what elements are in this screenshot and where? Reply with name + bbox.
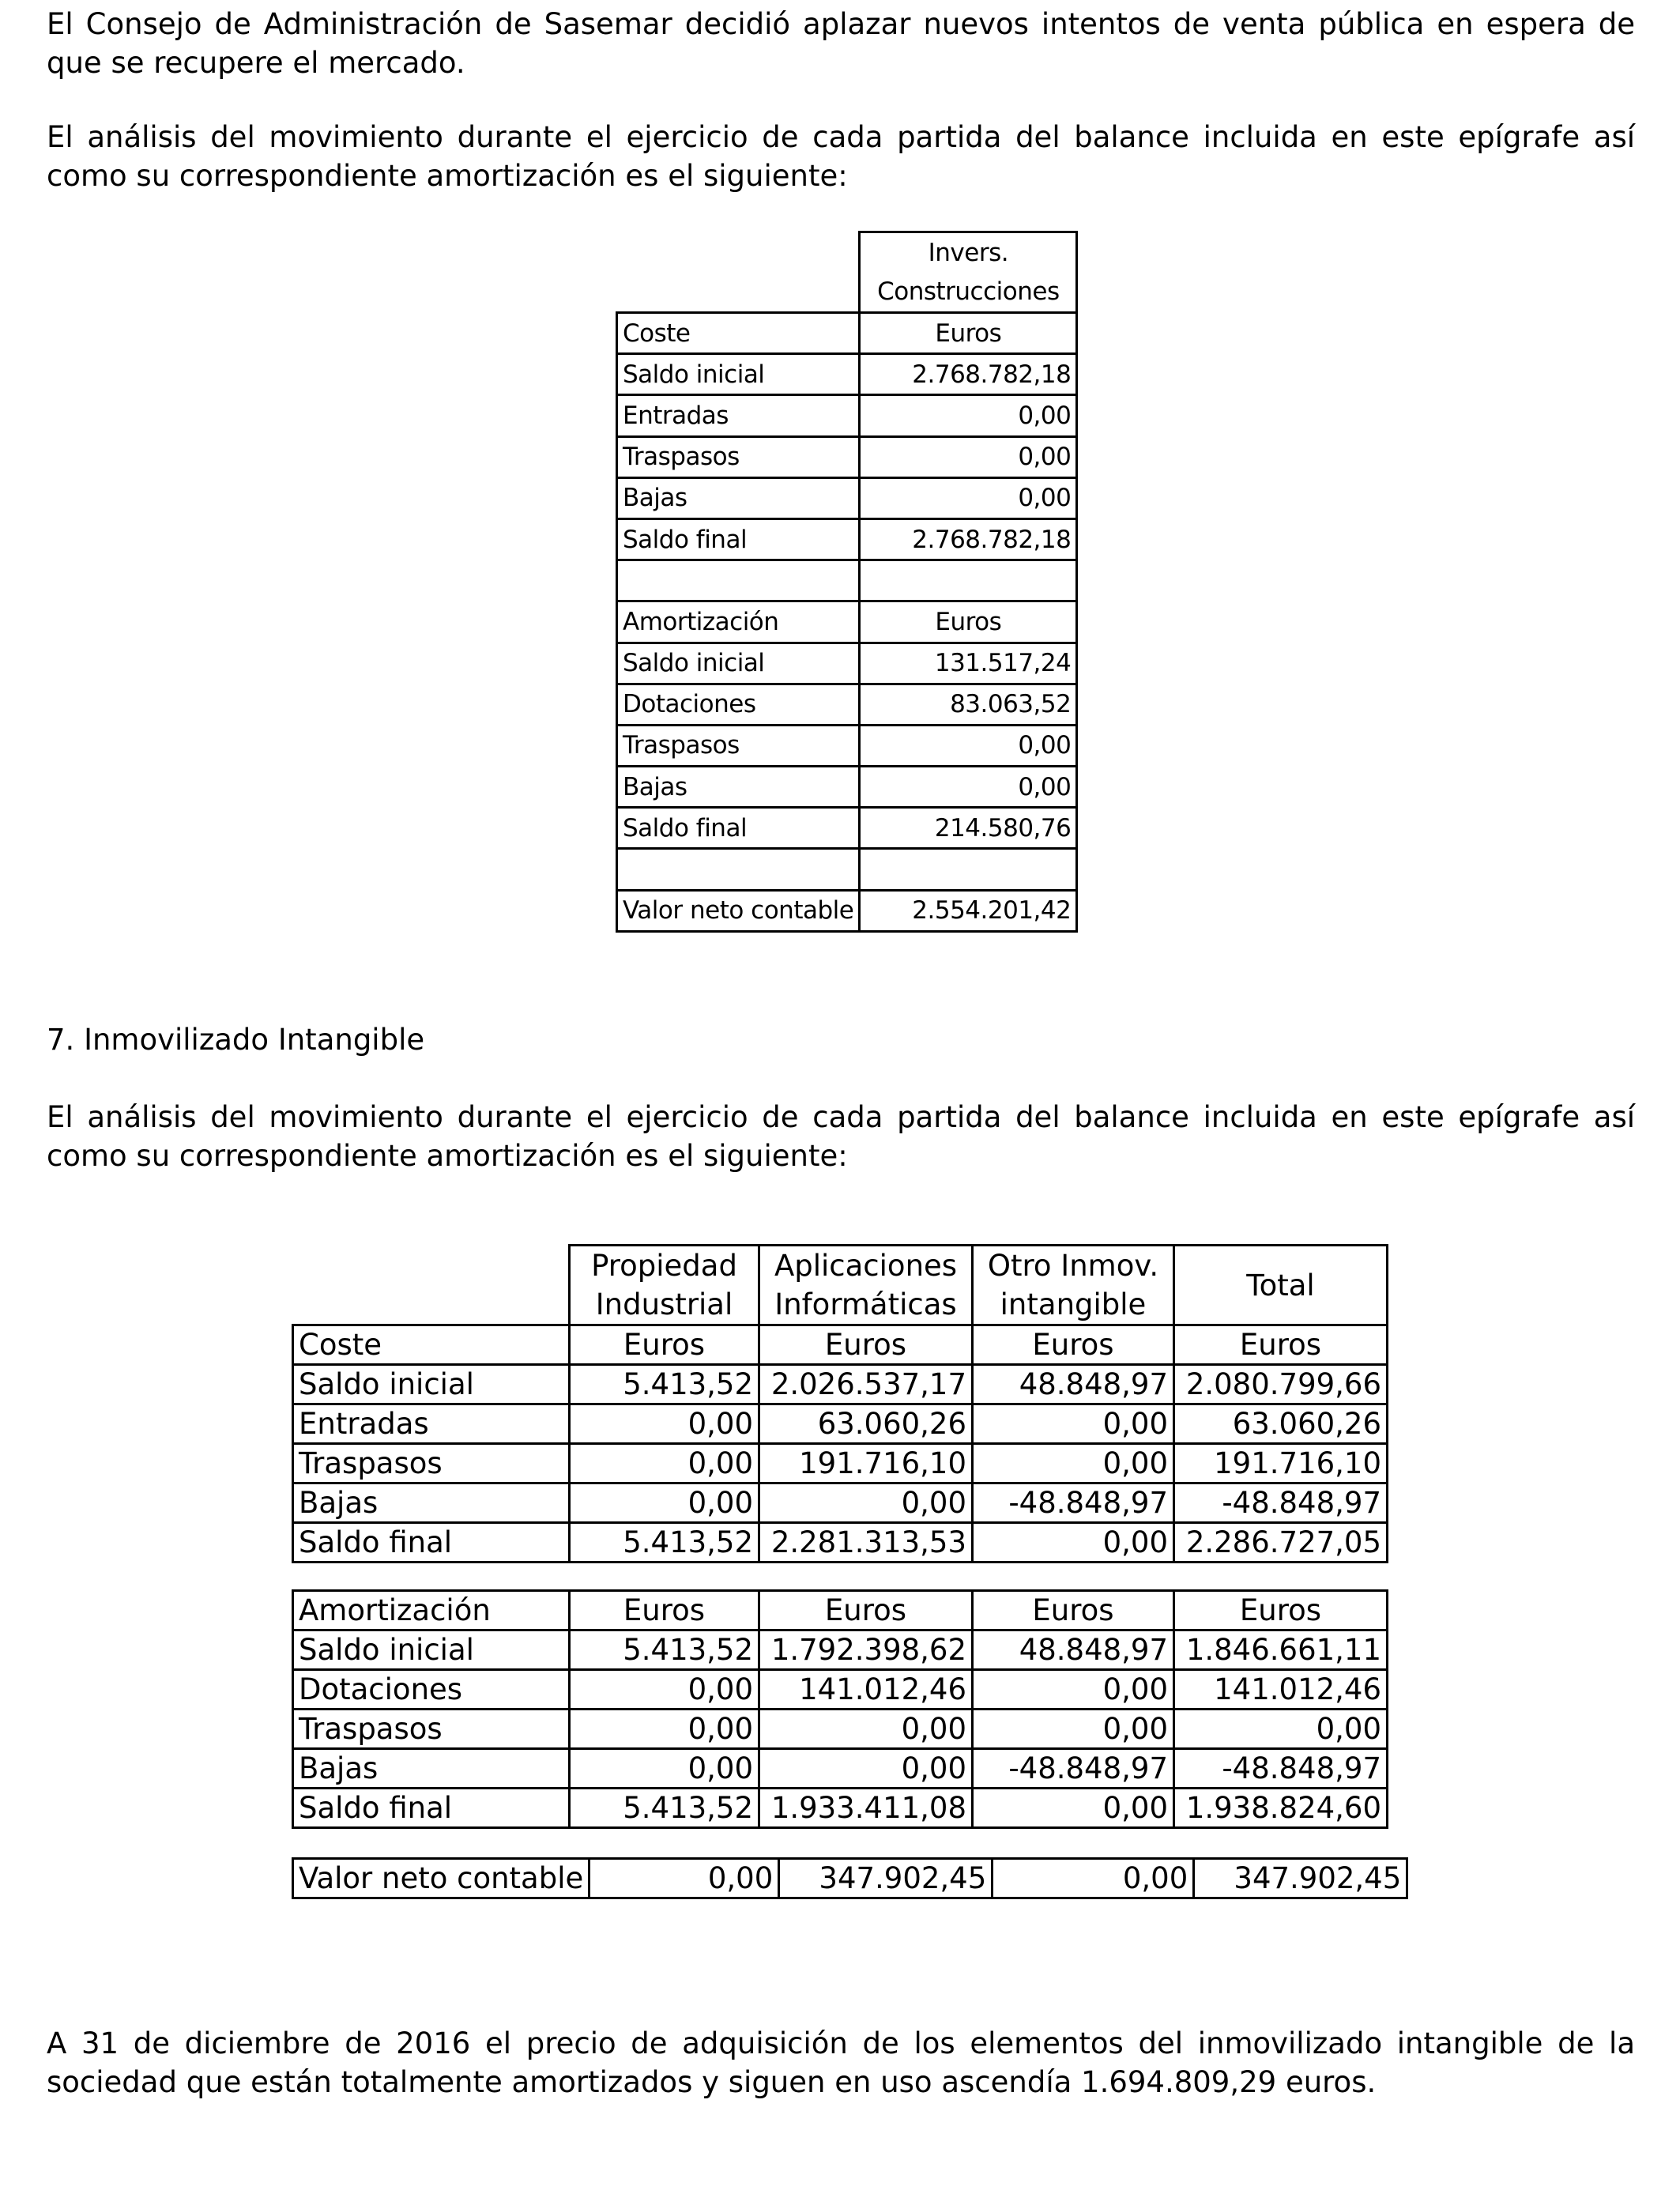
unit-cell: Euros: [759, 1591, 973, 1630]
cell-value: 0,00: [759, 1483, 973, 1523]
cell-value: 0,00: [570, 1404, 759, 1444]
table-row: [293, 1670, 1388, 1710]
cell-value: 48.848,97: [973, 1630, 1174, 1670]
table-row: [293, 1483, 1388, 1523]
unit-cell: Euros: [973, 1591, 1174, 1630]
cell-value: 63.060,26: [759, 1404, 973, 1444]
cell-value: 141.012,46: [759, 1670, 973, 1710]
row-label: Bajas: [617, 477, 860, 518]
column-header-propiedad: Propiedad Industrial: [570, 1246, 759, 1325]
cell-value: 1.933.411,08: [759, 1789, 973, 1828]
net-book-value-label: Valor neto contable: [617, 890, 860, 931]
row-label: Traspasos: [617, 725, 860, 766]
header-empty-cell: [617, 272, 860, 313]
cell-value: 191.716,10: [759, 1444, 973, 1483]
row-label: Saldo final: [293, 1789, 570, 1828]
cell-value: 2.026.537,17: [759, 1365, 973, 1404]
row-value: 214.580,76: [860, 808, 1077, 849]
cell-value: 1.792.398,62: [759, 1630, 973, 1670]
row-value: 0,00: [860, 725, 1077, 766]
row-value: 0,00: [860, 436, 1077, 477]
analysis-paragraph-2: El análisis del movimiento durante el ejercicio de cada partida del balance incluida en este epígrafe así como su correspondiente amortización es el siguiente:: [47, 1100, 1635, 1173]
table-row: [293, 1749, 1388, 1789]
row-label: Bajas: [617, 767, 860, 808]
cell-value: 1.938.824,60: [1174, 1789, 1388, 1828]
cell-value: 48.848,97: [973, 1365, 1174, 1404]
cell-value: 0,00: [570, 1483, 759, 1523]
cell-value: 0,00: [973, 1404, 1174, 1444]
analysis-paragraph-1: El análisis del movimiento durante el ejercicio de cada partida del balance incluida en este epígrafe así como su correspondiente amortización es el siguiente:: [47, 120, 1635, 193]
row-value: 2.768.782,18: [860, 354, 1077, 395]
closing-paragraph: A 31 de diciembre de 2016 el precio de adquisición de los elementos del inmovilizado intangible de la sociedad que están totalmente amortizados y siguen en uso ascendía 1.694.809,29 euros.: [47, 2026, 1635, 2099]
row-value: 2.768.782,18: [860, 518, 1077, 560]
table-row: [617, 395, 1077, 436]
table-row: [293, 1710, 1388, 1749]
cell-value: -48.848,97: [973, 1483, 1174, 1523]
row-value: 131.517,24: [860, 643, 1077, 684]
header-empty-cell: [617, 232, 860, 273]
spacer-cell: [617, 560, 860, 601]
table-row: [293, 1404, 1388, 1444]
cell-value: 0,00: [973, 1670, 1174, 1710]
cell-value: 0,00: [759, 1749, 973, 1789]
investment-properties-table: [616, 231, 1078, 933]
cell-value: 5.413,52: [570, 1630, 759, 1670]
table-row: [617, 684, 1077, 725]
cell-value: 0,00: [590, 1859, 779, 1898]
row-value: 0,00: [860, 767, 1077, 808]
table-row: [617, 436, 1077, 477]
unit-cell: Euros: [570, 1325, 759, 1365]
row-label: Dotaciones: [293, 1670, 570, 1710]
table-row: [293, 1365, 1388, 1404]
row-label: Saldo inicial: [293, 1630, 570, 1670]
row-value: 0,00: [860, 477, 1077, 518]
row-label: Bajas: [293, 1749, 570, 1789]
row-label: Traspasos: [293, 1710, 570, 1749]
cell-value: 2.286.727,05: [1174, 1523, 1388, 1563]
cell-value: 0,00: [993, 1859, 1194, 1898]
table-row: [293, 1444, 1388, 1483]
row-label: Entradas: [293, 1404, 570, 1444]
row-label: Saldo final: [617, 518, 860, 560]
intangible-net-value-table: [292, 1857, 1408, 1899]
spacer-cell: [617, 849, 860, 890]
cell-value: 141.012,46: [1174, 1670, 1388, 1710]
cell-value: 0,00: [759, 1710, 973, 1749]
table-row: [617, 477, 1077, 518]
cell-value: 0,00: [973, 1444, 1174, 1483]
net-book-value-label: Valor neto contable: [293, 1859, 590, 1898]
unit-cell: Euros: [973, 1325, 1174, 1365]
table-row: [293, 1523, 1388, 1563]
spacer-cell: [860, 849, 1077, 890]
cell-value: 0,00: [570, 1749, 759, 1789]
amortization-section-label: Amortización: [617, 601, 860, 643]
row-value: 0,00: [860, 395, 1077, 436]
cell-value: 63.060,26: [1174, 1404, 1388, 1444]
header-empty-cell: [293, 1246, 570, 1325]
cell-value: 5.413,52: [570, 1523, 759, 1563]
intangible-cost-table: [292, 1244, 1388, 1563]
table-row: [617, 643, 1077, 684]
row-label: Saldo inicial: [617, 643, 860, 684]
table-row: [617, 725, 1077, 766]
cell-value: 0,00: [570, 1710, 759, 1749]
cell-value: 191.716,10: [1174, 1444, 1388, 1483]
row-label: Dotaciones: [617, 684, 860, 725]
cell-value: 0,00: [973, 1710, 1174, 1749]
row-value: 83.063,52: [860, 684, 1077, 725]
row-label: Saldo inicial: [293, 1365, 570, 1404]
section-heading: 7. Inmovilizado Intangible: [47, 1023, 425, 1057]
intangible-amortization-table: [292, 1589, 1388, 1829]
row-label: Saldo inicial: [617, 354, 860, 395]
row-label: Saldo final: [617, 808, 860, 849]
unit-cell: Euros: [1174, 1325, 1388, 1365]
column-header-aplicaciones: Aplicaciones Informáticas: [759, 1246, 973, 1325]
cell-value: 0,00: [973, 1789, 1174, 1828]
cell-value: 0,00: [570, 1444, 759, 1483]
table-row: [293, 1859, 1407, 1898]
amortization-unit: Euros: [860, 601, 1077, 643]
table-row: [617, 518, 1077, 560]
table-row: [293, 1789, 1388, 1828]
intro-paragraph: El Consejo de Administración de Sasemar decidió aplazar nuevos intentos de venta pública en espera de que se recupere el mercado.: [47, 7, 1635, 80]
table-row: [293, 1630, 1388, 1670]
cell-value: 0,00: [570, 1670, 759, 1710]
table-row: [617, 767, 1077, 808]
row-label: Traspasos: [617, 436, 860, 477]
cell-value: 1.846.661,11: [1174, 1630, 1388, 1670]
row-label: Saldo final: [293, 1523, 570, 1563]
cell-value: 5.413,52: [570, 1365, 759, 1404]
column-header-total: Total: [1174, 1246, 1388, 1325]
cell-value: 5.413,52: [570, 1789, 759, 1828]
cell-value: 347.902,45: [779, 1859, 993, 1898]
cost-section-label: Coste: [617, 313, 860, 354]
cell-value: -48.848,97: [1174, 1483, 1388, 1523]
amortization-section-label: Amortización: [293, 1591, 570, 1630]
unit-cell: Euros: [759, 1325, 973, 1365]
column-header-line1: Invers.: [860, 232, 1077, 273]
cell-value: -48.848,97: [973, 1749, 1174, 1789]
column-header-otro: Otro Inmov. intangible: [973, 1246, 1174, 1325]
net-book-value: 2.554.201,42: [860, 890, 1077, 931]
cell-value: 2.281.313,53: [759, 1523, 973, 1563]
table-row: [617, 354, 1077, 395]
cell-value: 347.902,45: [1194, 1859, 1407, 1898]
cell-value: 0,00: [1174, 1710, 1388, 1749]
unit-cell: Euros: [570, 1591, 759, 1630]
row-label: Entradas: [617, 395, 860, 436]
column-header-line2: Construcciones: [860, 272, 1077, 313]
cell-value: -48.848,97: [1174, 1749, 1388, 1789]
cell-value: 0,00: [973, 1523, 1174, 1563]
cell-value: 2.080.799,66: [1174, 1365, 1388, 1404]
row-label: Traspasos: [293, 1444, 570, 1483]
table-row: [617, 808, 1077, 849]
cost-unit: Euros: [860, 313, 1077, 354]
spacer-cell: [860, 560, 1077, 601]
unit-cell: Euros: [1174, 1591, 1388, 1630]
cost-section-label: Coste: [293, 1325, 570, 1365]
row-label: Bajas: [293, 1483, 570, 1523]
